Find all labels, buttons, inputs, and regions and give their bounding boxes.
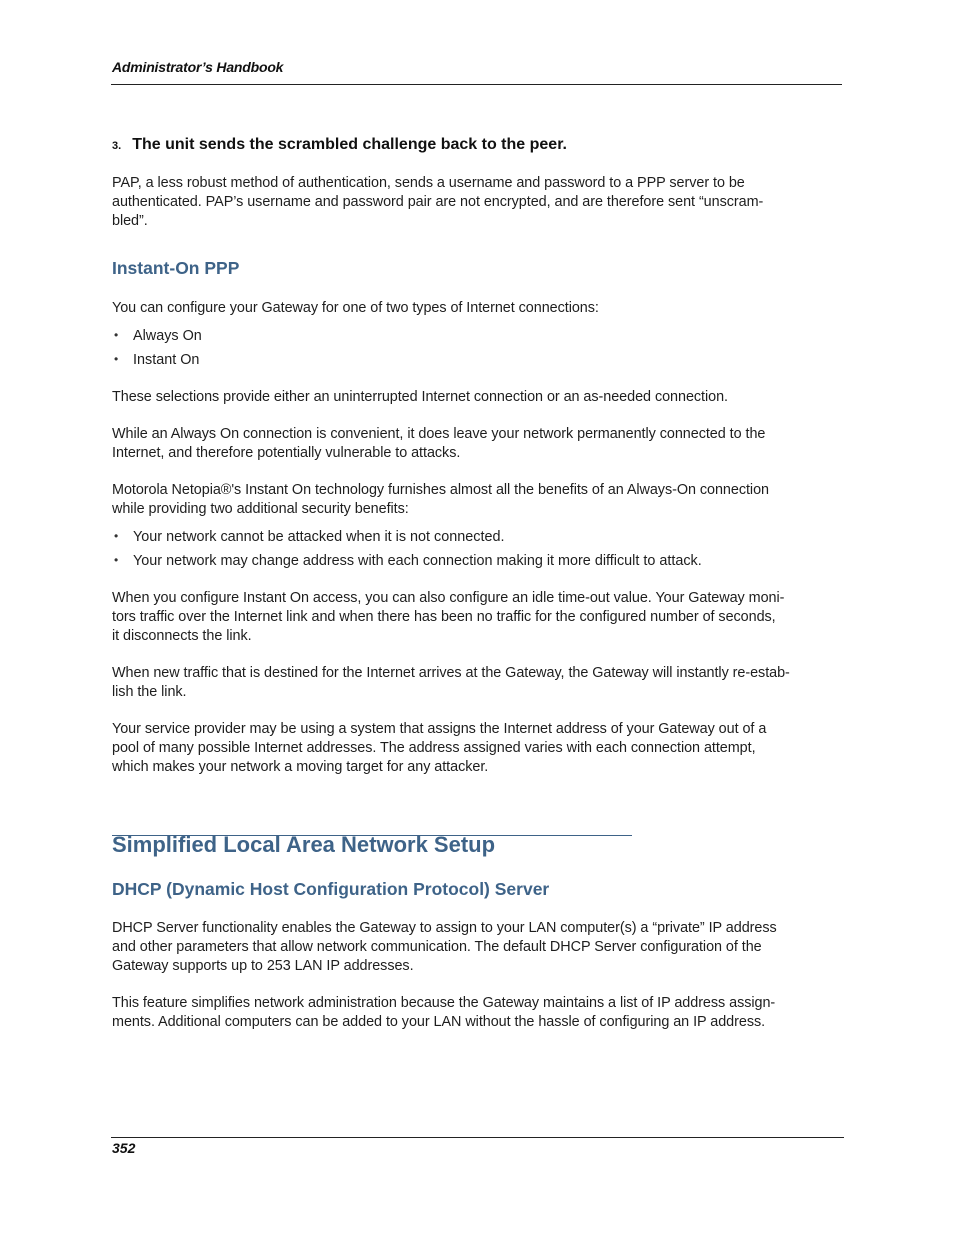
selections-paragraph: These selections provide either an uninterrupted Internet connection or an as-needed connection. [112, 389, 729, 405]
bullet-icon: • [114, 328, 119, 342]
bullet-icon: • [114, 529, 119, 543]
new-traffic-paragraph: When new traffic that is destined for the Internet arrives at the Gateway, the Gateway will instantly re-estab- lish the link. [112, 665, 790, 700]
bullet-icon: • [114, 553, 119, 567]
list-item: • Your network cannot be attacked when it is not connected. [112, 525, 844, 549]
security-benefits-list [112, 525, 844, 573]
list-item: • Instant On [112, 348, 844, 372]
instant-on-heading: Instant-On PPP [112, 258, 240, 278]
page-number: 352 [112, 1140, 136, 1156]
step-number: 3. [112, 140, 122, 152]
footer-divider [111, 1137, 844, 1138]
configure-paragraph: When you configure Instant On access, you can also configure an idle time-out value. Your Gateway moni- tors traffic over the Internet link and when there has been no traffic for the configured number of seconds, it disconnects the link. [112, 590, 785, 644]
dhcp-heading: DHCP (Dynamic Host Configuration Protocol) Server [112, 879, 550, 899]
always-on-paragraph: While an Always On connection is convenient, it does leave your network permanently connected to the Internet, and therefore potentially vulnerable to attacks. [112, 426, 766, 461]
connection-types-intro: You can configure your Gateway for one of two types of Internet connections: [112, 300, 599, 316]
feature-paragraph: This feature simplifies network administration because the Gateway maintains a list of IP address assign- ments. Additional computers can be added to your LAN without the hassle of configuring an IP address. [112, 995, 776, 1030]
lan-setup-heading: Simplified Local Area Network Setup [112, 832, 496, 857]
list-item: • Always On [112, 324, 844, 348]
bullet-icon: • [114, 352, 119, 366]
pap-paragraph: PAP, a less robust method of authentication, sends a username and password to a PPP server to be authenticated. PAP’s username and password pair are not encrypted, and are therefore sent “unscram- bled”. [112, 175, 764, 229]
list-item: • Your network may change address with each connection making it more difficult to attack. [112, 549, 844, 573]
connection-types-list [112, 324, 844, 372]
motorola-paragraph: Motorola Netopia®'s Instant On technology furnishes almost all the benefits of an Always-On connection while providing two additional security benefits: [112, 482, 769, 517]
step-3 [112, 136, 567, 154]
dhcp-paragraph: DHCP Server functionality enables the Gateway to assign to your LAN computer(s) a “private” IP address and other parameters that allow network communication. The default DHCP Server configuration of the Gateway supports up to 253 LAN IP addresses. [112, 920, 777, 974]
provider-paragraph: Your service provider may be using a system that assigns the Internet address of your Gateway out of a pool of many possible Internet addresses. The address assigned varies with each connection attempt, which makes your network a moving target for any attacker. [112, 721, 767, 775]
header-divider [111, 84, 842, 85]
running-header-title: Administrator’s Handbook [112, 59, 284, 75]
step-text: The unit sends the scrambled challenge back to the peer. [132, 136, 567, 153]
